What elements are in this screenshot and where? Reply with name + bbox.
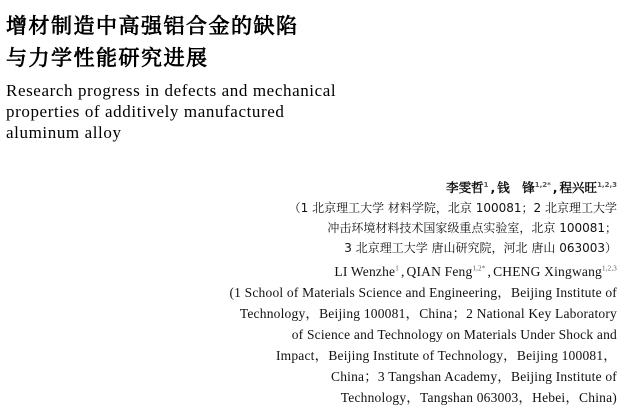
chinese-author-list	[289, 178, 617, 198]
chinese-title-line-1: 增材制造中高强铝合金的缺陷	[6, 14, 299, 38]
author-sup-en-1: 1	[395, 264, 399, 273]
author-name-cn-2: 钱 锋	[497, 180, 535, 195]
author-name-en-3: CHENG Xingwang	[493, 264, 602, 279]
chinese-affiliation-line: 冲击环境材料技术国家级重点实验室，北京 100081；	[327, 221, 617, 235]
english-title	[6, 80, 336, 143]
chinese-title-line-2: 与力学性能研究进展	[6, 46, 209, 70]
author-separator: ,	[552, 180, 558, 195]
english-affiliation-line: Technology，Tangshan 063003，Hebei，China)	[340, 390, 617, 405]
english-affiliation-line: Technology，Beijing 100081，China；2 National Key Laboratory	[239, 306, 617, 321]
author-name-en-2: QIAN Feng	[406, 264, 473, 279]
author-sup-cn-3: 1,2,3	[597, 180, 617, 189]
chinese-author-block	[289, 178, 617, 258]
english-affiliation-line: Impact，Beijing Institute of Technology，Beijing 100081，	[275, 348, 617, 363]
author-name-en-1: LI Wenzhe	[334, 264, 396, 279]
author-name-cn-3: 程兴旺	[559, 180, 598, 195]
english-affiliation-line: of Science and Technology on Materials Under Shock and	[291, 327, 617, 342]
author-separator: ,	[490, 180, 496, 195]
author-sup-en-3: 1,2,3	[602, 264, 617, 273]
english-author-list	[229, 261, 617, 282]
english-affiliation-line: (1 School of Materials Science and Engineering，Beijing Institute of	[229, 285, 617, 300]
chinese-affiliation-line: 3 北京理工大学 唐山研究院，河北 唐山 063003）	[344, 241, 617, 255]
english-author-block	[229, 261, 617, 408]
author-separator: ,	[400, 264, 405, 279]
chinese-affiliation-line: （1 北京理工大学 材料学院，北京 100081；2 北京理工大学	[288, 201, 617, 215]
english-affiliation-line: China；3 Tangshan Academy，Beijing Institute of	[330, 369, 617, 384]
author-separator: ,	[487, 264, 492, 279]
author-sup-cn-2: 1,2*	[534, 180, 551, 189]
author-sup-en-2: 1,2*	[472, 264, 486, 273]
author-name-cn-1: 李雯哲	[446, 180, 484, 195]
english-title-line-2: properties of additively manufactured	[6, 102, 285, 121]
english-title-line-3: aluminum alloy	[6, 123, 122, 142]
author-sup-cn-1: 1	[483, 180, 489, 189]
english-title-line-1: Research progress in defects and mechanical	[6, 81, 337, 100]
